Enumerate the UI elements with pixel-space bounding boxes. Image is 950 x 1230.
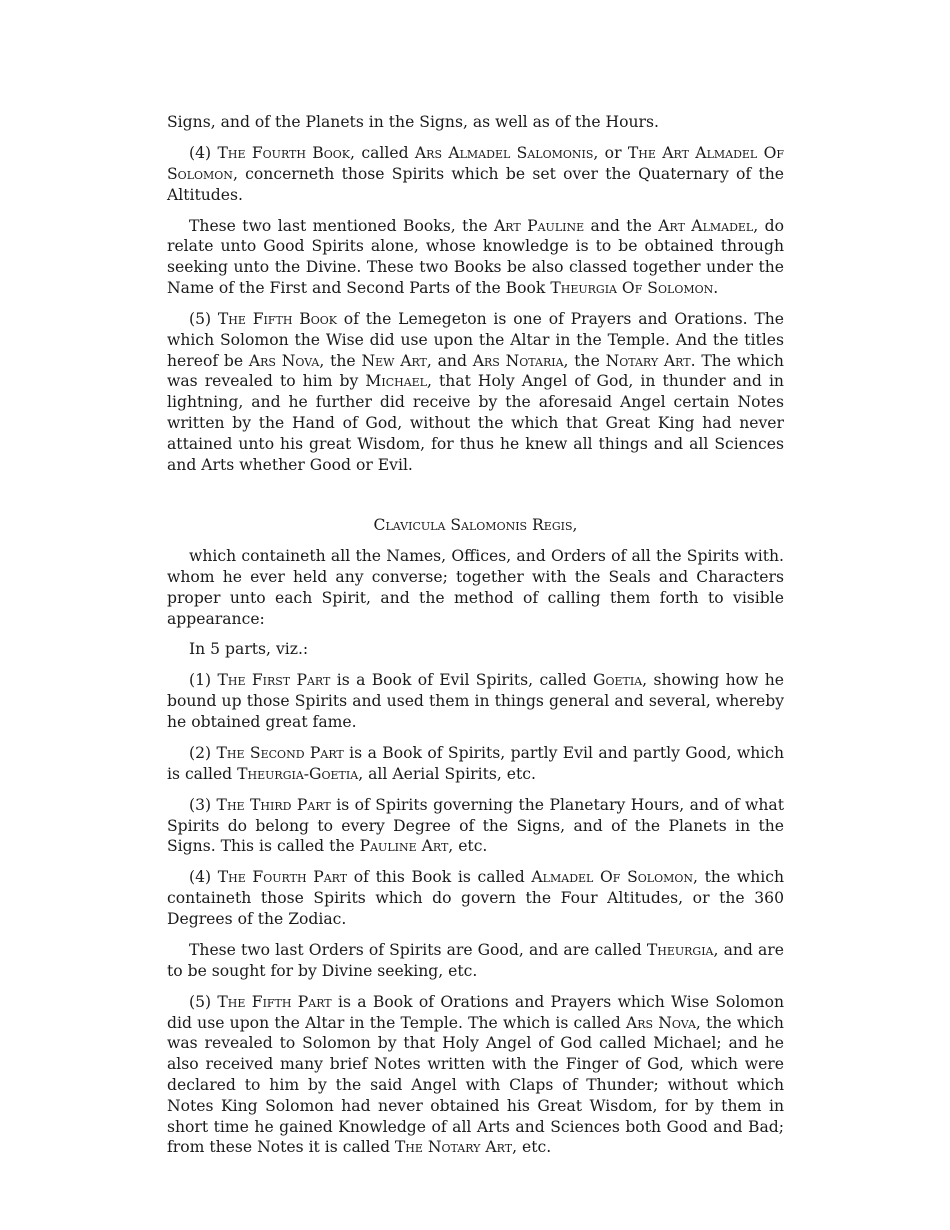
text-run: , etc. bbox=[512, 1138, 552, 1157]
text-run: (1) bbox=[189, 671, 218, 690]
angel-name: Michael bbox=[365, 372, 427, 391]
text-run: , the which containeth those Spirits which do govern the Four Altitudes, or the 360 Degrees of the Zodiac. bbox=[167, 868, 785, 928]
text-run: is a Book of Spirits, partly Evil and partly Good, which is called bbox=[167, 744, 785, 783]
part-title: The First Part bbox=[217, 671, 331, 690]
book-title: Art Almadel bbox=[658, 216, 754, 235]
book-title: Theurgia Of Solomon bbox=[550, 278, 714, 297]
text-run: . bbox=[713, 278, 719, 297]
text-run: of this Book is called bbox=[347, 868, 532, 887]
paragraph-part-5 bbox=[167, 992, 784, 1158]
part-title: The Fifth Part bbox=[217, 992, 332, 1011]
text-run: is a Book of Orations and Prayers which Wise Solomon did use upon the Altar in the Temple. The which is called bbox=[167, 992, 784, 1032]
paragraph-part-2 bbox=[167, 743, 784, 785]
text-run: , the which was revealed to Solomon by that Holy Angel of God called Michael; and he also received many brief Notes written with the Finger of God, which were declared to him by the said Angel with Claps of Thunder; without which Notes King Solomon had never obtained his Great Wisdom, for by them in short time he gained Knowledge of all Arts and Sciences both Good and Bad; from these Notes it is called bbox=[167, 1013, 784, 1157]
book-title: Notary Art bbox=[605, 351, 691, 370]
text-run: (2) bbox=[189, 744, 217, 763]
text-run: , and are to be sought for by Divine seeking, etc. bbox=[167, 940, 784, 980]
book-title: Ars Notaria bbox=[472, 351, 564, 370]
text-run: , all Aerial Spirits, etc. bbox=[358, 764, 536, 783]
text-run: These two last Orders of Spirits are Good, and are called bbox=[189, 940, 647, 959]
paragraph-part-4 bbox=[167, 867, 784, 929]
book-title: Art Pauline bbox=[494, 216, 585, 235]
text-run: is of Spirits governing the Planetary Hours, and of what Spirits do belong to every Degree of the Signs, and of the Planets in the Signs. This is called the bbox=[167, 795, 784, 856]
text-run: of the Lemegeton is one of Prayers and Orations. The which Solomon the Wise did use upon the Altar in the Temple. And the titles hereof be bbox=[167, 309, 785, 370]
book-title: The Fifth Book bbox=[217, 309, 337, 328]
text-run: (5) bbox=[189, 992, 218, 1011]
paragraph-intro bbox=[167, 112, 784, 133]
paragraph-part-3 bbox=[167, 795, 784, 857]
paragraph-fourth-book bbox=[167, 143, 784, 205]
paragraph-two-last-orders bbox=[167, 940, 784, 982]
book-title: New Art bbox=[361, 351, 427, 370]
text-run: In 5 parts, viz.: bbox=[189, 640, 309, 659]
text-run: (3) bbox=[189, 795, 217, 814]
part-title: The Fourth Part bbox=[217, 868, 348, 887]
book-title: Pauline Art bbox=[359, 837, 449, 856]
text-run: , the bbox=[319, 351, 362, 370]
text-run: . The which was revealed to him by bbox=[167, 351, 784, 391]
paragraph-part-1 bbox=[167, 670, 784, 732]
text-run: Signs, and of the Planets in the Signs, as well as of the Hours. bbox=[167, 113, 659, 131]
book-title: Ars Nova bbox=[626, 1013, 696, 1032]
text-run: (5) bbox=[189, 309, 218, 328]
section-heading: Clavicula Salomonis Regis, bbox=[373, 516, 578, 535]
book-title: Theurgia-Goetia bbox=[237, 764, 359, 783]
book-title: Almadel Of Solomon bbox=[531, 868, 694, 887]
book-title: Theurgia bbox=[646, 940, 714, 959]
text-run: is a Book of Evil Spirits, called bbox=[330, 671, 594, 690]
paragraph-fifth-book bbox=[167, 309, 784, 475]
book-title: The Fourth Book bbox=[217, 143, 351, 162]
text-run: and the bbox=[584, 216, 659, 235]
book-title: Goetia bbox=[593, 671, 643, 690]
text-run: , that Holy Angel of God, in thunder and in lightning, and he further did receive by the aforesaid Angel certain Notes written by the Hand of God, without the which that Great King had never attained unto his great Wisdom, for thus he knew all things and all Sciences and Arts whether Good or Evil. bbox=[167, 372, 784, 474]
text-run: , called bbox=[350, 143, 415, 162]
paragraph-in-five-parts bbox=[167, 639, 784, 660]
text-run: (4) bbox=[189, 143, 218, 162]
text-run: (4) bbox=[189, 868, 218, 887]
text-run: , and bbox=[426, 351, 473, 370]
text-run: which containeth all the Names, Offices, and Orders of all the Spirits with. whom he ever held any converse; together with the Seals and Characters proper unto each Spirit, and the method of calling them forth to visible appearance: bbox=[167, 547, 784, 628]
document-page bbox=[167, 112, 784, 1168]
paragraph-two-last-books bbox=[167, 216, 784, 299]
text-run: , concerneth those Spirits which be set over the Quaternary of the Altitudes. bbox=[167, 164, 784, 204]
part-title: The Third Part bbox=[216, 795, 331, 814]
book-title: Ars Nova bbox=[248, 351, 320, 370]
book-title: The Notary Art bbox=[394, 1138, 513, 1157]
book-title: Ars Almadel Salomonis bbox=[414, 143, 594, 162]
text-run: , etc. bbox=[448, 837, 488, 856]
book-title: The Art Almadel Of Solomon bbox=[167, 143, 785, 183]
text-run: These two last mentioned Books, the bbox=[189, 216, 495, 235]
text-run: , do relate unto Good Spirits alone, whose knowledge is to be obtained through seeking unto the Divine. These two Books be also classed together under the Name of the First and Second Parts of the Book bbox=[167, 216, 784, 297]
part-title: The Second Part bbox=[216, 744, 344, 763]
paragraph-containeth bbox=[167, 546, 784, 629]
text-run: , or bbox=[593, 143, 628, 162]
text-run: , showing how he bound up those Spirits and used them in things general and several, whereby he obtained great fame. bbox=[167, 671, 785, 732]
text-run: , the bbox=[563, 351, 606, 370]
